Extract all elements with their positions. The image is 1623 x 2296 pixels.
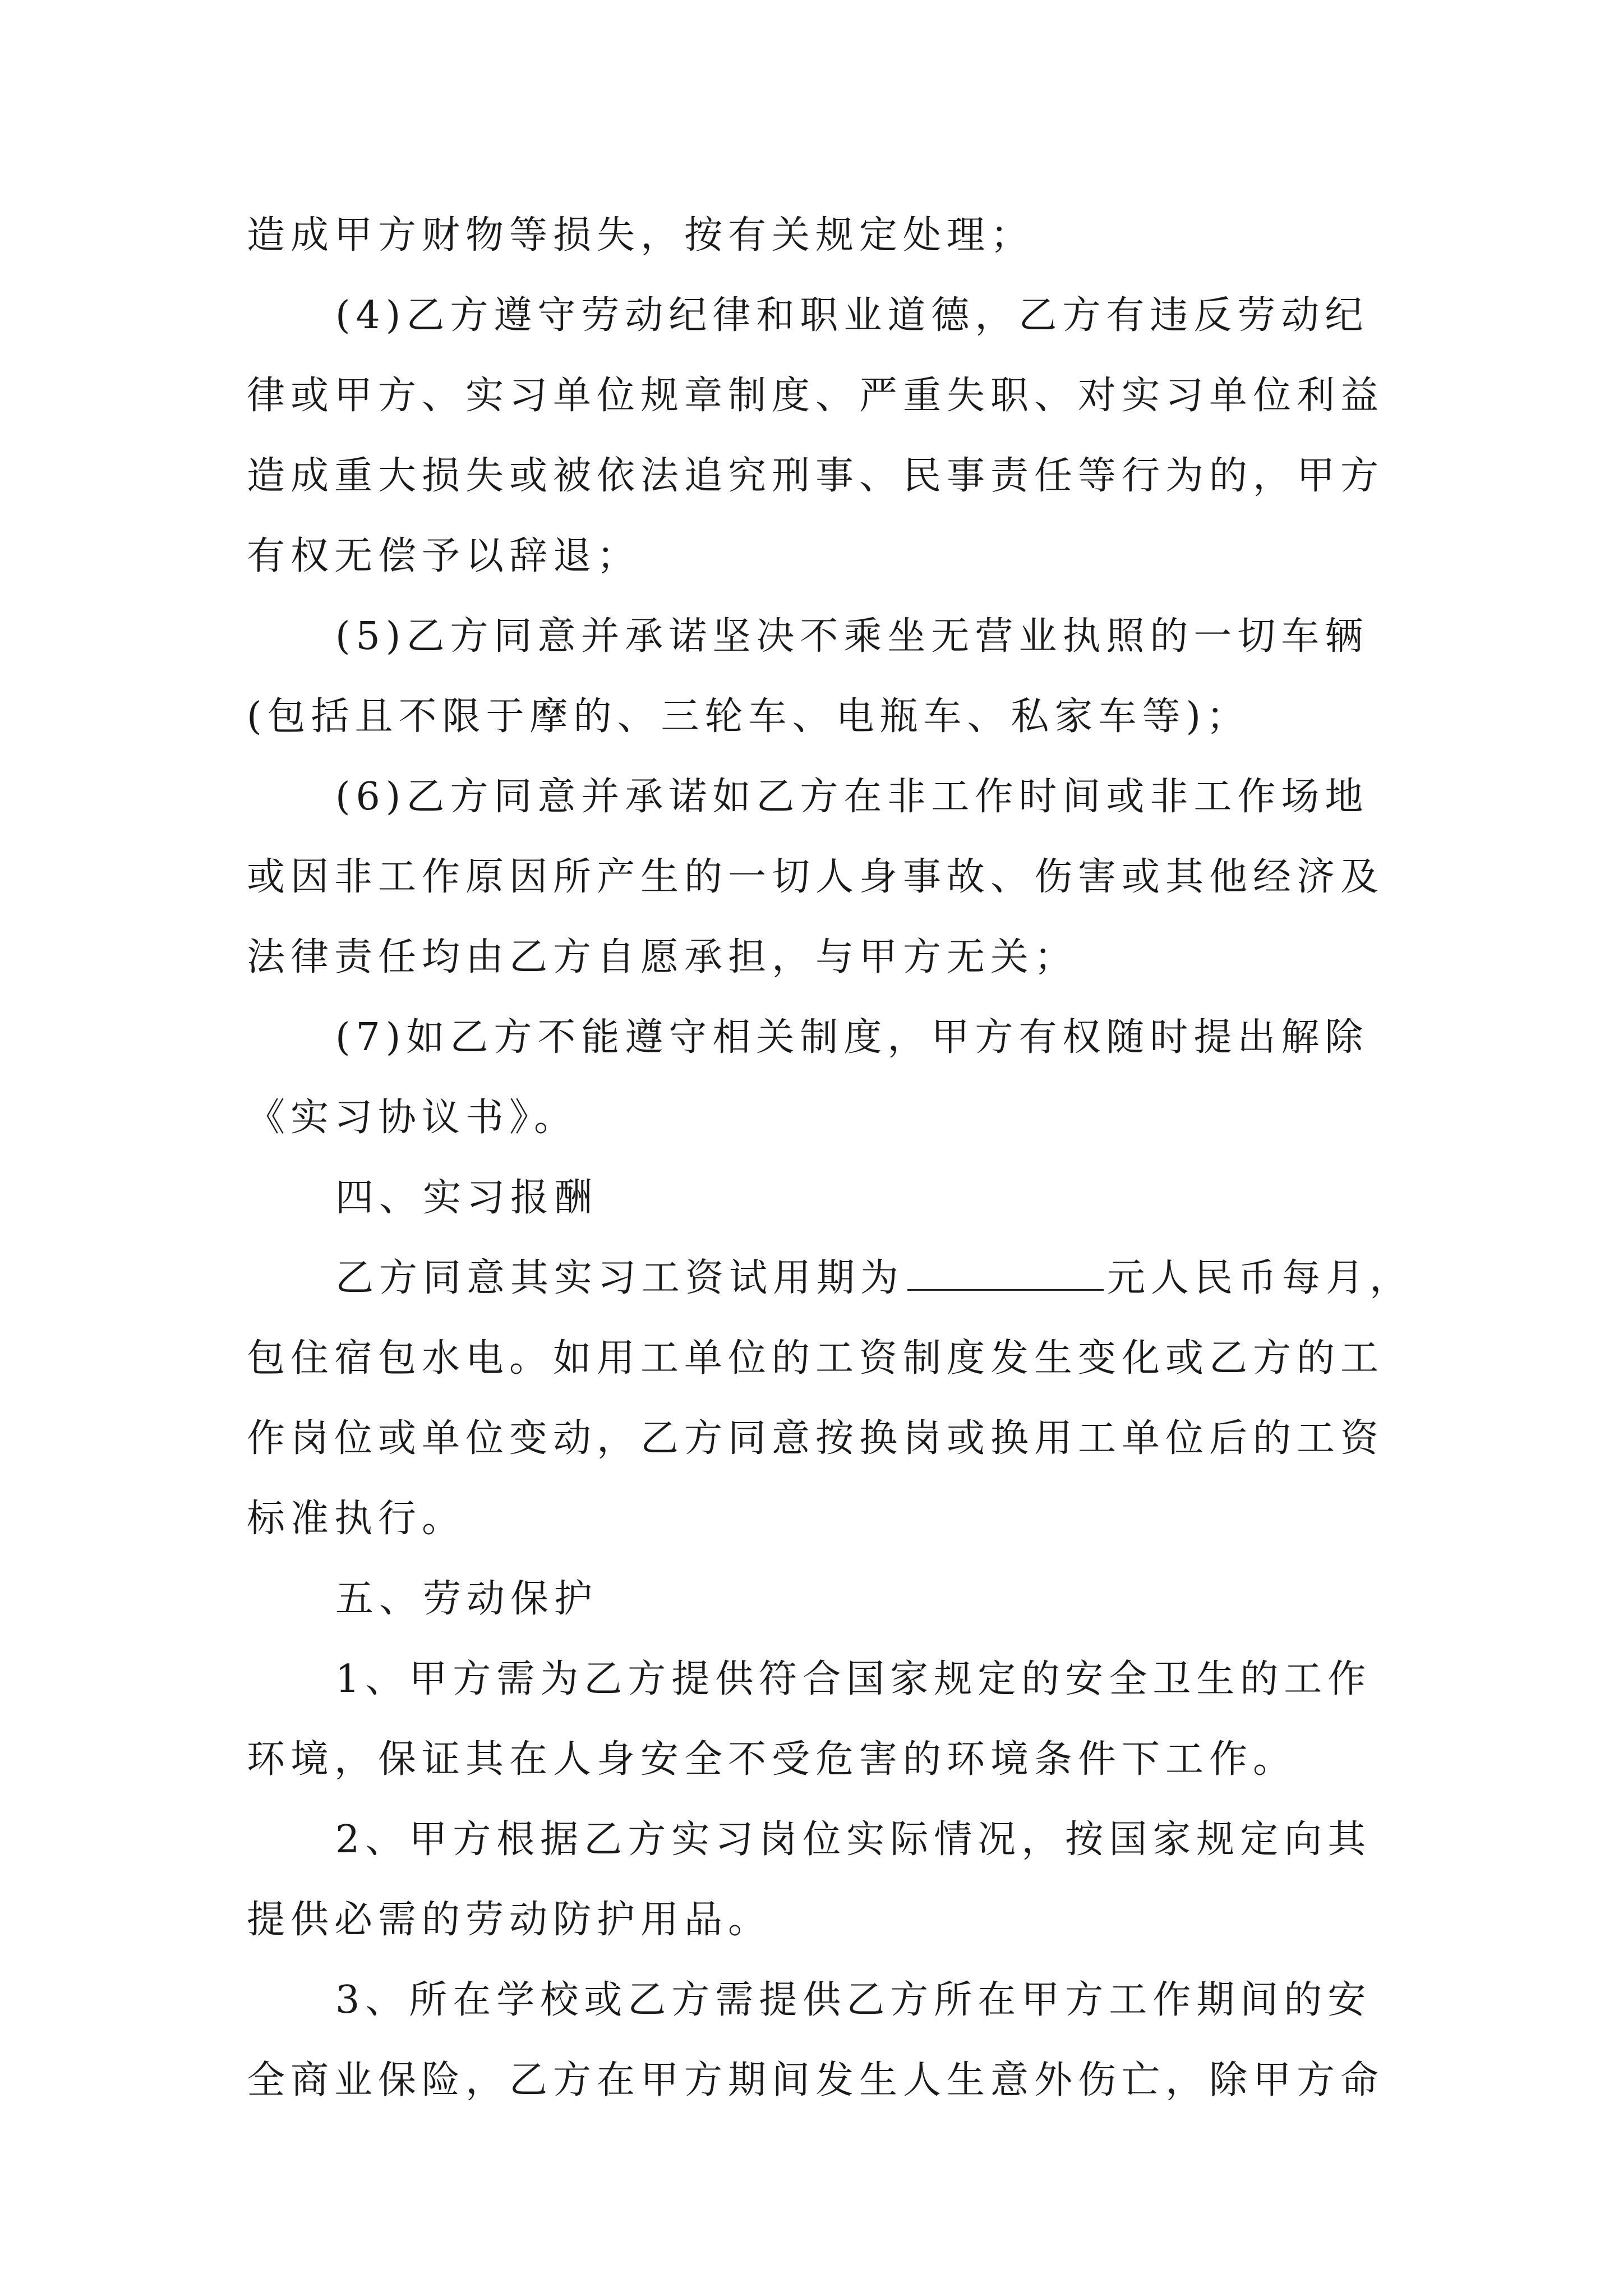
text-line: 2、甲方根据乙方实习岗位实际情况，按国家规定向其: [335, 1818, 1372, 1862]
text-line: 有权无偿予以辞退；: [247, 534, 641, 578]
text-line: 造成甲方财物等损失，按有关规定处理；: [247, 213, 1035, 257]
salary-blank: [907, 1255, 1104, 1291]
text-line: (6)乙方同意并承诺如乙方在非工作时间或非工作场地: [335, 775, 1369, 819]
text-line: [335, 1251, 1414, 1305]
text-line: (5)乙方同意并承诺坚决不乘坐无营业执照的一切车辆: [335, 614, 1369, 659]
text-line: 律或甲方、实习单位规章制度、严重失职、对实习单位利益: [247, 374, 1385, 418]
text-line: 全商业保险，乙方在甲方期间发生人生意外伤亡，除甲方命: [247, 2058, 1385, 2102]
text-line: (7)如乙方不能遵守相关制度，甲方有权随时提出解除: [335, 1015, 1369, 1060]
section-heading: 四、实习报酬: [335, 1176, 598, 1220]
text-line: 或因非工作原因所产生的一切人身事故、伤害或其他经济及: [247, 855, 1385, 899]
text-line: 造成重大损失或被依法追究刑事、民事责任等行为的，甲方: [247, 454, 1385, 498]
text-line: (4)乙方遵守劳动纪律和职业道德，乙方有违反劳动纪: [335, 293, 1369, 338]
text-fragment: 元人民币每月，: [1107, 1256, 1414, 1300]
text-line: 包住宿包水电。如用工单位的工资制度发生变化或乙方的工: [247, 1336, 1385, 1381]
text-line: (包括且不限于摩的、三轮车、电瓶车、私家车等)；: [247, 694, 1251, 739]
text-line: 环境，保证其在人身安全不受危害的环境条件下工作。: [247, 1737, 1297, 1782]
text-fragment: 乙方同意其实习工资试用期为: [335, 1256, 905, 1300]
text-line: 标准执行。: [247, 1497, 466, 1541]
text-line: 作岗位或单位变动，乙方同意按换岗或换用工单位后的工资: [247, 1416, 1385, 1461]
text-line: 提供必需的劳动防护用品。: [247, 1898, 772, 1942]
section-heading: 五、劳动保护: [335, 1577, 598, 1621]
text-line: 3、所在学校或乙方需提供乙方所在甲方工作期间的安: [335, 1978, 1372, 2022]
text-line: 1、甲方需为乙方提供符合国家规定的安全卫生的工作: [335, 1657, 1372, 1701]
text-line: 法律责任均由乙方自愿承担，与甲方无关；: [247, 935, 1078, 979]
text-line: 《实习协议书》。: [247, 1096, 578, 1140]
